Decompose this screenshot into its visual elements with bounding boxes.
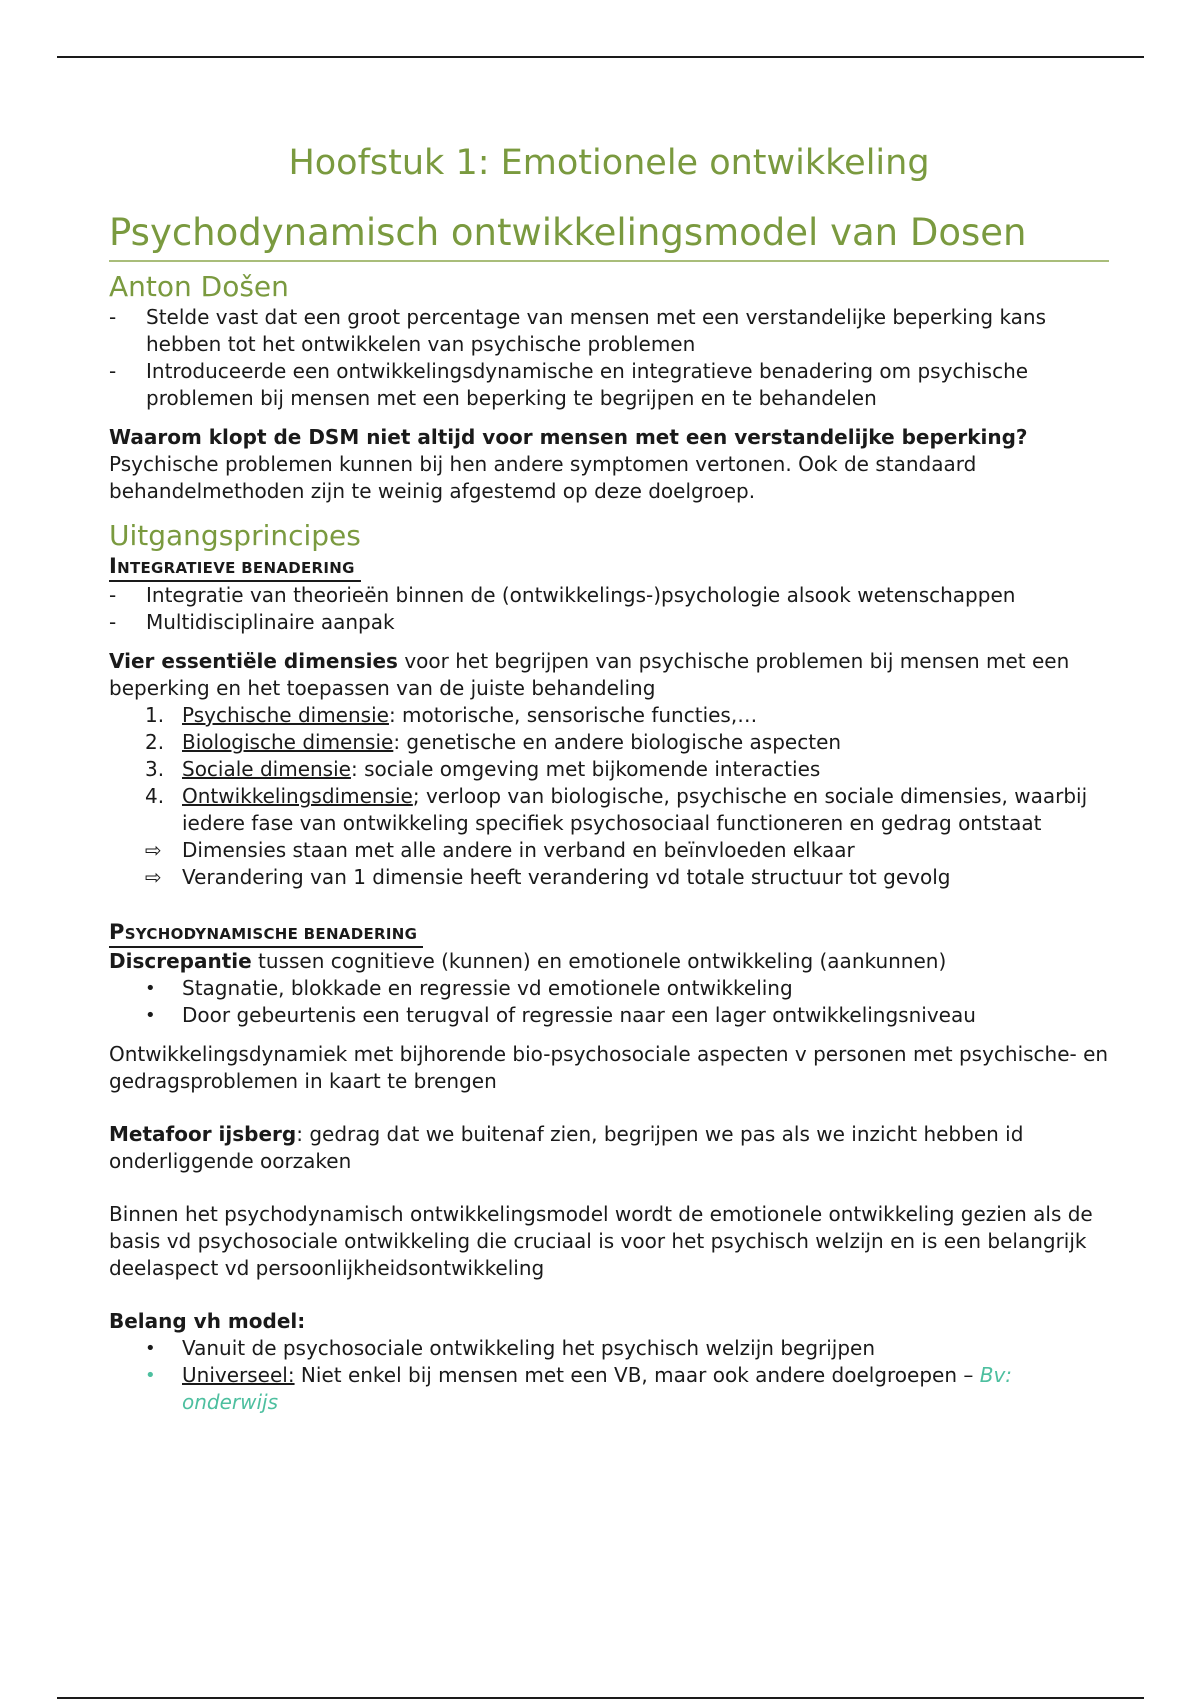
dash-marker: -	[109, 583, 117, 607]
anton-list	[109, 304, 1109, 412]
bullet-icon: •	[145, 978, 156, 999]
list-item-text: Stelde vast dat een groot percentage van mensen met een verstandelijke beperking kans hebben tot het ontwikkelen van psychische problemen	[146, 305, 1047, 356]
list-item: - Integratie van theorieën binnen de (ontwikkelings-)psychologie alsook wetenschappen	[109, 583, 1016, 607]
anton-heading: Anton Došen	[109, 270, 289, 303]
list-item: ⇨ Verandering van 1 dimensie heeft verandering vd totale structuur tot gevolg	[145, 865, 951, 889]
page-title: Hoofstuk 1: Emotionele ontwikkeling	[288, 143, 930, 183]
dash-marker: -	[109, 359, 117, 383]
discrepantie-list	[109, 975, 1109, 1029]
arrow-icon: ⇨	[145, 865, 162, 889]
list-item: 1. Psychische dimensie: motorische, sensorische functies,…	[145, 703, 758, 727]
list-item: - Multidisciplinaire aanpak	[109, 610, 395, 634]
psychodyn-label: PSYCHODYNAMISCHE BENADERING	[109, 919, 1109, 948]
arrow-icon: ⇨	[145, 838, 162, 862]
vier-dimensies-intro: Vier essentiële dimensies voor het begrijpen van psychische problemen bij mensen met een beperking en het toepassen van de juiste behandeling	[109, 649, 1070, 700]
list-item	[109, 358, 1109, 412]
arrow-list	[109, 837, 1109, 891]
list-item: 2. Biologische dimensie: genetische en andere biologische aspecten	[145, 730, 842, 754]
bullet-icon: •	[145, 1365, 156, 1386]
discrepantie: Discrepantie tussen cognitieve (kunnen) en emotionele ontwikkeling (aankunnen)	[109, 949, 947, 973]
list-item: • Vanuit de psychosociale ontwikkeling het psychisch welzijn begrijpen	[145, 1336, 876, 1360]
list-item: ⇨ Dimensies staan met alle andere in verband en beïnvloeden elkaar	[145, 838, 855, 862]
dimensies-list	[109, 702, 1109, 837]
dsm-question: Waarom klopt de DSM niet altijd voor mensen met een verstandelijke beperking?	[109, 425, 1028, 449]
dsm-answer: Psychische problemen kunnen bij hen andere symptomen vertonen. Ook de standaard behandelmethoden zijn te weinig afgestemd op deze doelgroep.	[109, 452, 977, 503]
model-paragraph: Binnen het psychodynamisch ontwikkelingsmodel wordt de emotionele ontwikkeling gezien als de basis vd psychosociale ontwikkeling die cruciaal is voor het psychisch welzijn en is een belangrijk deelaspect vd persoonlijkheidsontwikkeling	[109, 1202, 1093, 1280]
list-item	[109, 304, 1109, 358]
page-content	[109, 140, 1109, 1416]
list-item: 3. Sociale dimensie: sociale omgeving met bijkomende interacties	[145, 757, 821, 781]
belang-list	[109, 1335, 1109, 1416]
list-item: • Stagnatie, blokkade en regressie vd emotionele ontwikkeling	[145, 976, 793, 1000]
list-item: 4. Ontwikkelingsdimensie; verloop van biologische, psychische en sociale dimensies, waarbij iedere fase van ontwikkeling specifiek psychosociaal functioneren en gedrag ontstaat	[145, 784, 1088, 835]
uitgang-heading: Uitgangsprincipes	[109, 519, 361, 552]
section-title: Psychodynamisch ontwikkelingsmodel van Dosen	[109, 210, 1109, 262]
list-item-text: Introduceerde een ontwikkelingsdynamische en integratieve benadering om psychische problemen bij mensen met een beperking te begrijpen en te behandelen	[146, 359, 1029, 410]
dash-marker: -	[109, 610, 117, 634]
metafoor-ijsberg: Metafoor ijsberg: gedrag dat we buitenaf zien, begrijpen we pas als we inzicht hebben id onderliggende oorzaken	[109, 1122, 1024, 1173]
bullet-icon: •	[145, 1338, 156, 1359]
list-item: • Door gebeurtenis een terugval of regressie naar een lager ontwikkelingsniveau	[145, 1003, 976, 1027]
bottom-rule	[57, 1697, 1144, 1699]
example-note: Bv: onderwijs	[182, 1363, 1013, 1414]
integratief-list	[109, 582, 1109, 636]
top-rule	[57, 56, 1144, 58]
belang-heading: Belang vh model:	[109, 1309, 306, 1333]
dash-marker: -	[109, 305, 117, 329]
ontwikkelingsdynamiek: Ontwikkelingsdynamiek met bijhorende bio-psychosociale aspecten v personen met psychische- en gedragsproblemen in kaart te brengen	[109, 1042, 1109, 1093]
list-item: • Universeel: Niet enkel bij mensen met een VB, maar ook andere doelgroepen – Bv: onderwijs	[145, 1363, 1013, 1414]
integratief-label: INTEGRATIEVE BENADERING	[109, 553, 1109, 582]
bullet-icon: •	[145, 1005, 156, 1026]
